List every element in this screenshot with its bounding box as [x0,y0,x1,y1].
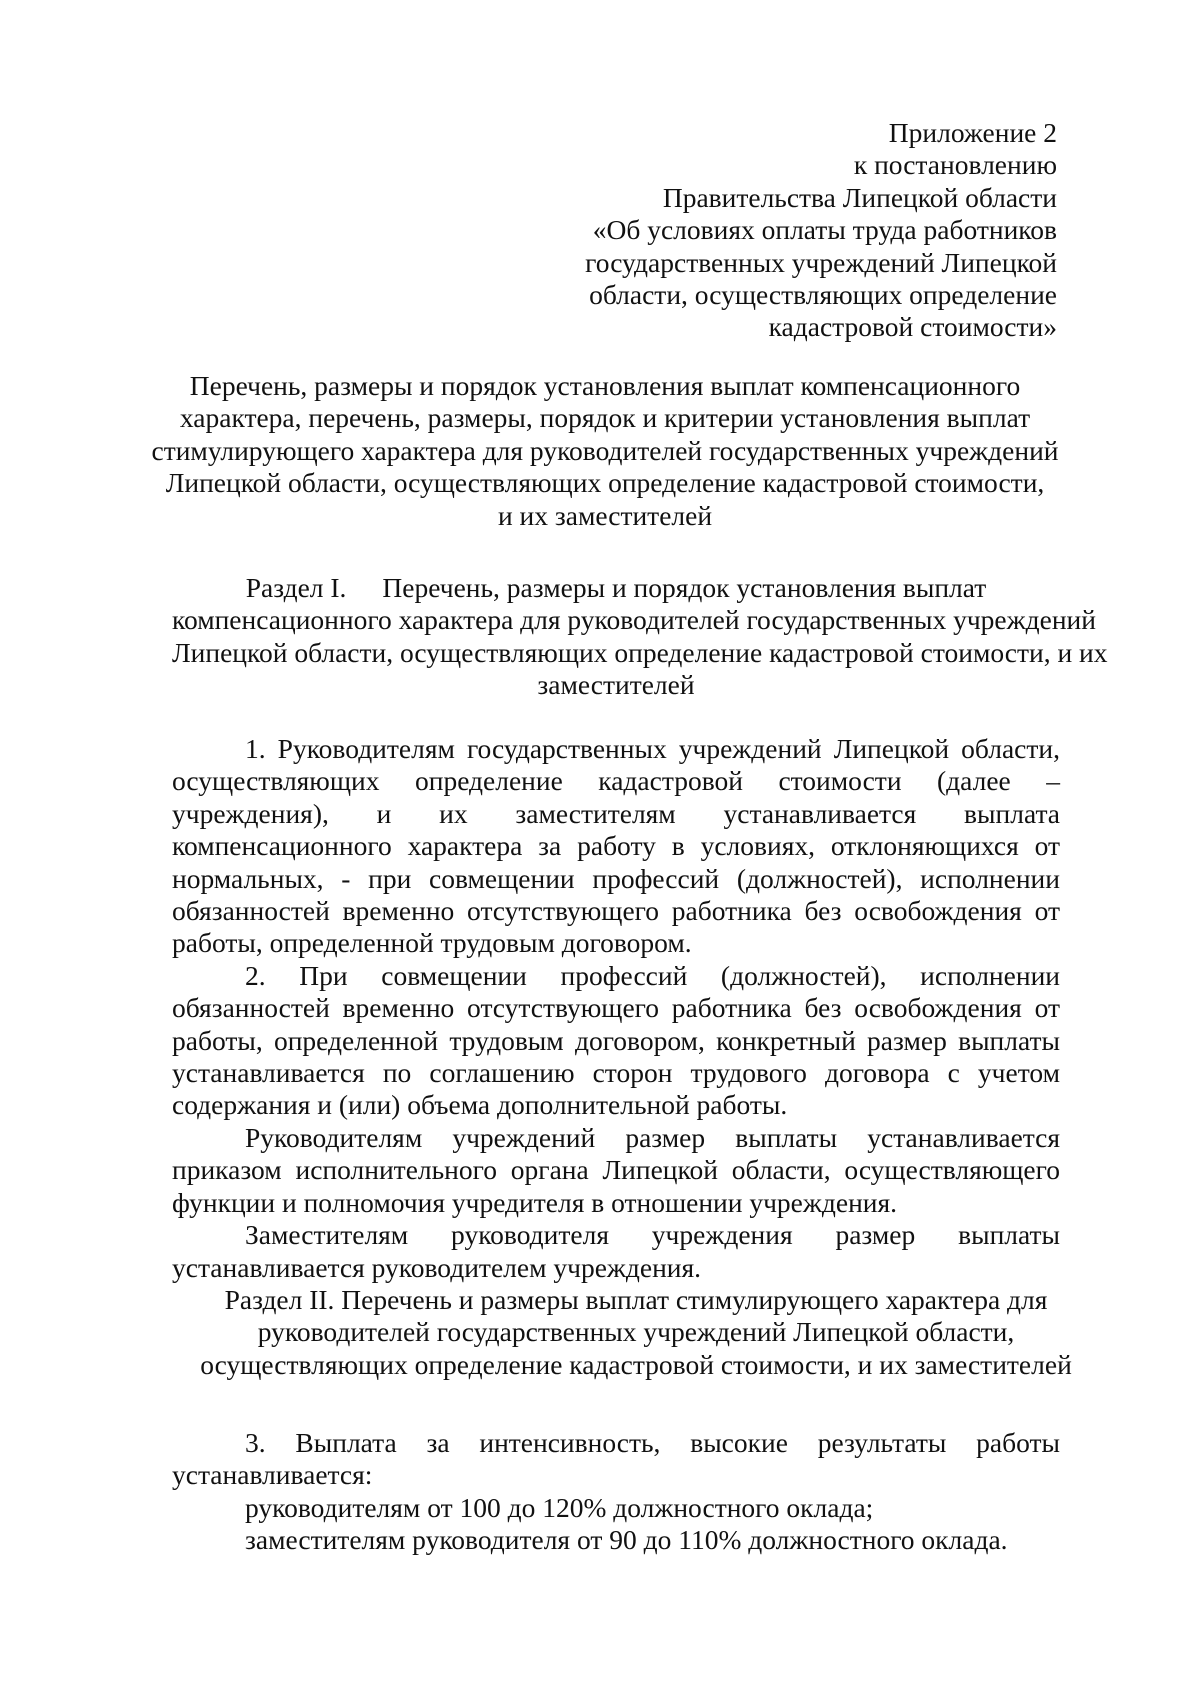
appendix-line: области, осуществляющих определение [589,279,1057,311]
section-1-heading-line: заместителей [537,669,695,701]
appendix-line: государственных учреждений Липецкой [585,246,1057,278]
appendix-line: Приложение 2 [888,117,1057,148]
appendix-line: к постановлению [853,149,1057,181]
section-1-heading-line: Перечень, размеры и порядок установления выплат [382,572,987,603]
title-line: характера, перечень, размеры, порядок и критерии установления выплат [179,402,1031,434]
appendix-line: кадастровой стоимости» [768,311,1057,343]
paragraph-3: 3. Выплата за интенсивность, высокие результаты работы устанавливается: [172,1427,1060,1491]
paragraph-deputies-range: заместителям руководителя от 90 до 110% должностного оклада. [245,1524,1008,1556]
section-2-heading-line: руководителей государственных учреждений Липецкой области, [257,1316,1015,1348]
paragraph-heads: Руководителям учреждений размер выплаты устанавливается приказом исполнительного органа Липецкой области, осуществляющего функции и полномочия учредителя в отношении учреждения. [172,1121,1060,1218]
section-1-heading-first-line [172,572,1060,604]
title-line: и их заместителей [497,499,713,531]
section-1-label: Раздел I. [245,572,347,603]
paragraph-1: 1. Руководителям государственных учреждений Липецкой области, осуществляющих определение кадастровой стоимости (далее – учреждения), и их заместителям устанавливается выплата компенсационного характера за работу в условиях, отклоняющихся от нормальных, - при совмещении профессий (должностей), исполнении обязанностей временно отсутствующего работника без освобождения от работы, определенной трудовым договором. [172,733,1060,959]
section-2-body [172,1427,1060,1557]
title-line: стимулирующего характера для руководителей государственных учреждений [151,434,1059,466]
section-1-heading [172,572,1108,702]
section-1-body [172,733,1060,1284]
section-1-heading-line: Липецкой области, осуществляющих определение кадастровой стоимости, и их [172,636,1108,668]
paragraph-deputies: Заместителям руководителя учреждения размер выплаты устанавливается руководителем учреждения. [172,1219,1060,1283]
section-2-heading-line: осуществляющих определение кадастровой стоимости, и их заместителей [200,1348,1072,1380]
appendix-header [497,117,1057,344]
appendix-line: Правительства Липецкой области [662,181,1057,213]
section-2-heading-line: Раздел II. Перечень и размеры выплат стимулирующего характера для [224,1284,1048,1315]
title-line: Липецкой области, осуществляющих определение кадастровой стоимости, [165,467,1045,499]
paragraph-heads-range: руководителям от 100 до 120% должностного оклада; [245,1491,874,1523]
title-line: Перечень, размеры и порядок установления выплат компенсационного [189,370,1021,401]
document-title [150,370,1060,532]
paragraph-2: 2. При совмещении профессий (должностей), исполнении обязанностей временно отсутствующего работника без освобождения от работы, определенной трудовым договором, конкретный размер выплаты устанавливается по соглашению сторон трудового договора с учетом содержания и (или) объема дополнительной работы. [172,959,1060,1121]
section-1-heading-line: компенсационного характера для руководителей государственных учреждений [172,604,1096,636]
section-2-heading [172,1284,1100,1381]
appendix-line: «Об условиях оплаты труда работников [592,214,1057,246]
